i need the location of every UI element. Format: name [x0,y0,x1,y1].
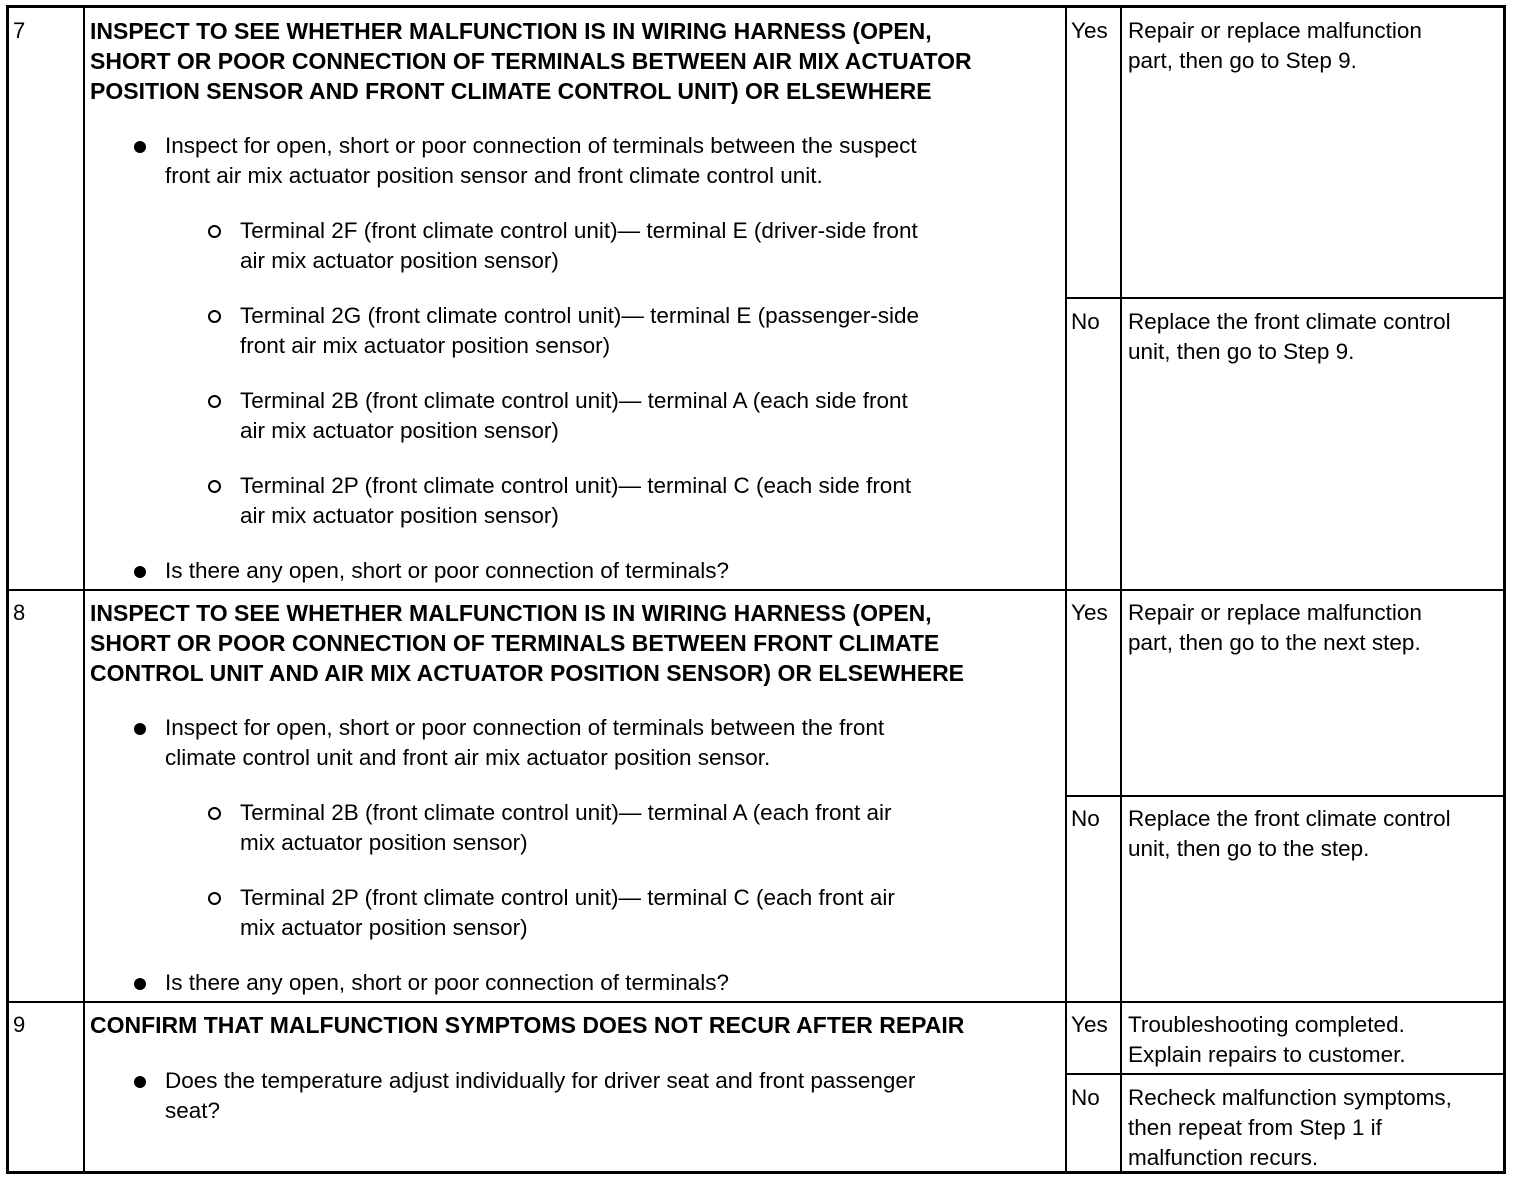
circle-bullet-icon [208,807,221,820]
step-number: 7 [13,18,26,43]
heading-line: SHORT OR POOR CONNECTION OF TERMINALS BETWEEN FRONT CLIMATE [90,630,940,656]
yes-action [1128,598,1422,658]
terminal-line: Terminal 2P (front climate control unit)— terminal C (each front air [240,885,895,910]
terminal-check [240,216,918,276]
terminal-check [240,301,919,361]
terminal-check [240,798,892,858]
yes-action [1128,16,1422,76]
terminal-check [240,883,895,943]
yes-no-divider [1065,297,1503,299]
action-line: Replace the front climate control [1128,806,1451,831]
action-line: Repair or replace malfunction [1128,600,1422,625]
action-line: Troubleshooting completed. [1128,1012,1405,1037]
yes-action [1128,1010,1406,1070]
instruction-line: front air mix actuator position sensor and front climate control unit. [165,163,823,188]
terminal-line: Terminal 2P (front climate control unit)— terminal C (each side front [240,473,912,498]
heading-line: INSPECT TO SEE WHETHER MALFUNCTION IS IN WIRING HARNESS (OPEN, [90,600,932,626]
terminal-line: front air mix actuator position sensor) [240,333,611,358]
action-line: malfunction recurs. [1128,1145,1319,1170]
yes-no-divider [1065,795,1503,797]
yes-label: Yes [1071,18,1108,43]
bullet-icon [134,566,146,578]
action-line: Replace the front climate control [1128,309,1451,334]
action-line: part, then go to Step 9. [1128,48,1357,73]
circle-bullet-icon [208,892,221,905]
terminal-line: Terminal 2F (front climate control unit)— terminal E (driver-side front [240,218,918,243]
action-line: unit, then go to the step. [1128,836,1370,861]
instruction-line: climate control unit and front air mix actuator position sensor. [165,745,771,770]
yes-no-divider [1065,1073,1503,1075]
circle-bullet-icon [208,310,221,323]
step-heading [90,598,1065,688]
inspection-instruction [165,131,917,191]
terminal-check [240,471,911,531]
inspection-question: Is there any open, short or poor connection of terminals? [165,558,730,583]
terminal-line: Terminal 2G (front climate control unit)— terminal E (passenger-side [240,303,919,328]
terminal-line: mix actuator position sensor) [240,915,528,940]
action-line: Recheck malfunction symptoms, [1128,1085,1452,1110]
action-line: unit, then go to Step 9. [1128,339,1355,364]
action-line: Repair or replace malfunction [1128,18,1422,43]
terminal-line: air mix actuator position sensor) [240,418,559,443]
bullet-icon [134,141,146,153]
no-label: No [1071,1085,1100,1110]
step-heading [90,1010,1065,1040]
action-line: then repeat from Step 1 if [1128,1115,1382,1140]
troubleshooting-table [6,5,1506,1174]
bullet-icon [134,723,146,735]
step-number: 9 [13,1012,26,1037]
inspection-question: Is there any open, short or poor connection of terminals? [165,970,730,995]
row-divider [9,1001,1503,1003]
terminal-line: Terminal 2B (front climate control unit)— terminal A (each side front [240,388,908,413]
terminal-line: air mix actuator position sensor) [240,248,559,273]
circle-bullet-icon [208,225,221,238]
circle-bullet-icon [208,480,221,493]
inspection-question [165,1066,915,1126]
row-divider [9,589,1503,591]
instruction-line: Inspect for open, short or poor connection of terminals between the suspect [165,133,917,158]
no-action [1128,1083,1452,1173]
instruction-line: Does the temperature adjust individually for driver seat and front passenger [165,1068,916,1093]
heading-line: INSPECT TO SEE WHETHER MALFUNCTION IS IN WIRING HARNESS (OPEN, [90,18,932,44]
yes-label: Yes [1071,600,1108,625]
terminal-check [240,386,908,446]
terminal-line: Terminal 2B (front climate control unit)— terminal A (each front air [240,800,892,825]
inspection-instruction [165,713,884,773]
no-label: No [1071,309,1100,334]
heading-line: SHORT OR POOR CONNECTION OF TERMINALS BETWEEN AIR MIX ACTUATOR [90,48,972,74]
no-action [1128,307,1451,367]
heading-line: POSITION SENSOR AND FRONT CLIMATE CONTROL UNIT) OR ELSEWHERE [90,78,932,104]
terminal-line: air mix actuator position sensor) [240,503,559,528]
step-heading [90,16,1065,106]
instruction-line: seat? [165,1098,221,1123]
circle-bullet-icon [208,395,221,408]
action-line: Explain repairs to customer. [1128,1042,1406,1067]
heading-line: CONFIRM THAT MALFUNCTION SYMPTOMS DOES NOT RECUR AFTER REPAIR [90,1012,965,1038]
step-number: 8 [13,600,26,625]
no-action [1128,804,1451,864]
instruction-line: Inspect for open, short or poor connection of terminals between the front [165,715,885,740]
terminal-line: mix actuator position sensor) [240,830,528,855]
no-label: No [1071,806,1100,831]
action-line: part, then go to the next step. [1128,630,1421,655]
bullet-icon [134,978,146,990]
bullet-icon [134,1076,146,1088]
heading-line: CONTROL UNIT AND AIR MIX ACTUATOR POSITION SENSOR) OR ELSEWHERE [90,660,965,686]
yes-label: Yes [1071,1012,1108,1037]
